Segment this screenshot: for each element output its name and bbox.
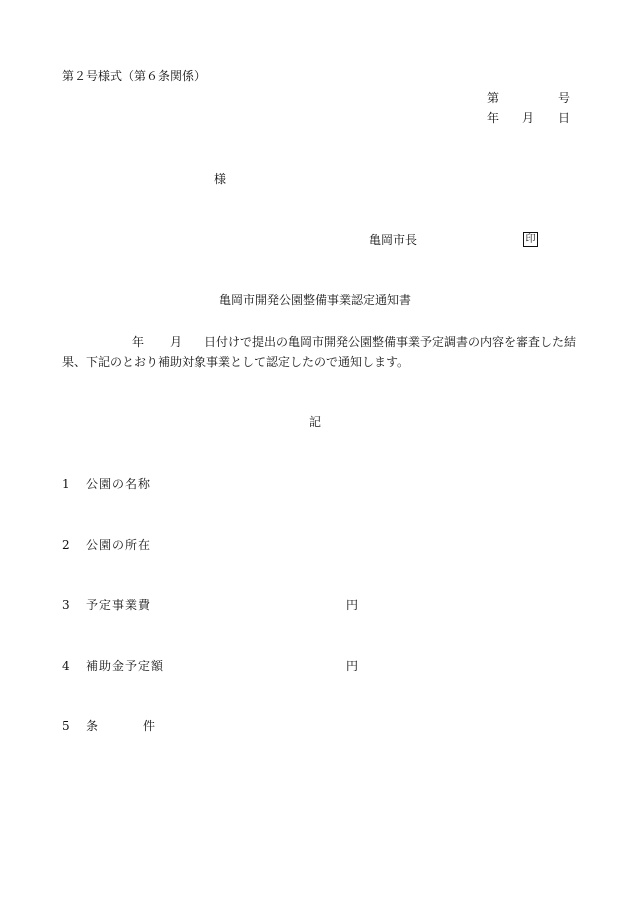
item-5-label-b: 件 xyxy=(143,719,156,733)
body-year: 年 xyxy=(132,335,145,349)
body-paragraph xyxy=(62,332,578,372)
body-line2: 果、下記のとおり補助対象事業として認定したので通知します。 xyxy=(62,355,410,369)
form-label: 第２号様式（第６条関係） xyxy=(62,69,207,83)
item-4-unit: 円 xyxy=(346,659,359,673)
item-5-label-a: 条 xyxy=(86,719,99,733)
date-month: 月 xyxy=(522,111,535,125)
ki-heading: 記 xyxy=(308,415,321,429)
date-day: 日 xyxy=(558,111,571,125)
body-line1-rest: 日付けで提出の亀岡市開発公園整備事業予定調書の内容を審査した結 xyxy=(204,335,577,349)
item-2-number: 2 xyxy=(62,538,70,552)
item-3-unit: 円 xyxy=(346,598,359,612)
item-3-number: 3 xyxy=(62,598,70,612)
body-month: 月 xyxy=(170,335,183,349)
item-2-label: 公園の所在 xyxy=(86,538,152,552)
item-1-label: 公園の名称 xyxy=(86,477,152,491)
issuer-title: 亀岡市長 xyxy=(369,233,418,247)
seal-icon: 印 xyxy=(523,232,538,247)
item-1-number: 1 xyxy=(62,477,70,491)
doc-number-suffix: 号 xyxy=(558,91,571,105)
item-3-label: 予定事業費 xyxy=(86,598,152,612)
addressee-honorific: 様 xyxy=(214,172,227,186)
item-5-number: 5 xyxy=(62,719,70,733)
date-year: 年 xyxy=(487,111,500,125)
doc-number-prefix: 第 xyxy=(487,91,500,105)
item-4-label: 補助金予定額 xyxy=(86,659,165,673)
document-title: 亀岡市開発公園整備事業認定通知書 xyxy=(218,293,411,307)
item-4-number: 4 xyxy=(62,659,70,673)
